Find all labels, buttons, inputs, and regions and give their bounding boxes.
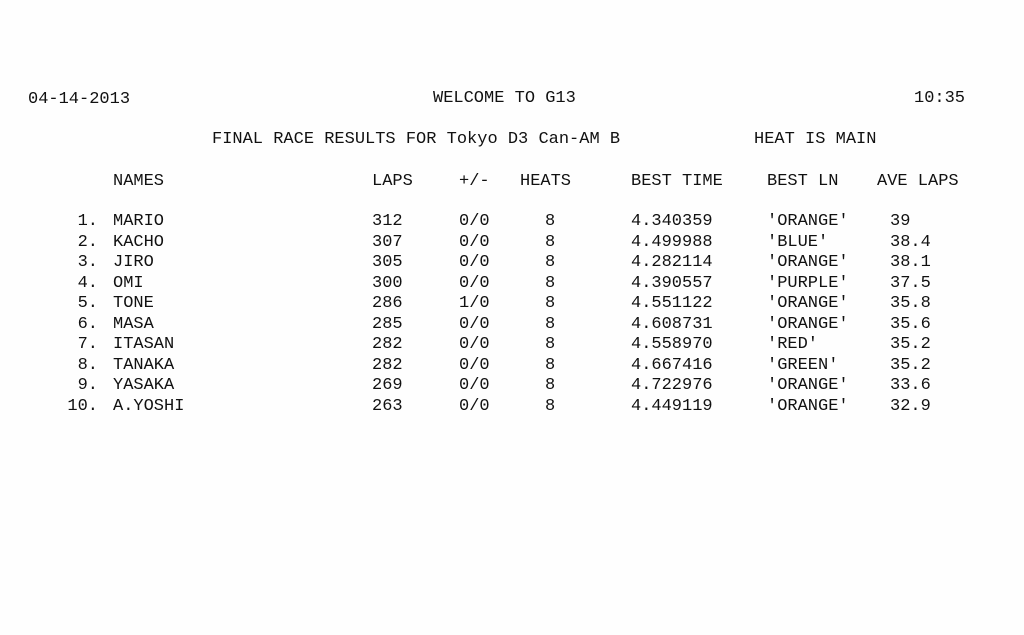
result-best-lane: 'GREEN' [767,355,839,375]
result-plus-minus: 0/0 [459,314,490,334]
result-best-time: 4.390557 [631,273,713,293]
result-name: JIRO [113,253,154,272]
result-heats: 8 [545,253,556,272]
result-laps: 305 [372,253,403,272]
result-plus-minus: 0/0 [459,232,490,252]
result-best-time: 4.608731 [631,314,713,334]
result-plus-minus: 0/0 [459,376,490,395]
race-time: 10:35 [914,89,966,108]
result-best-lane: 'ORANGE' [767,294,849,313]
result-heats: 8 [545,314,556,334]
result-position: 9. [77,376,98,395]
result-best-lane: 'ORANGE' [767,376,849,395]
result-plus-minus: 0/0 [459,355,490,375]
result-name: TONE [113,294,154,313]
result-position: 4. [77,273,98,293]
table-row [0,274,1024,295]
result-laps: 282 [372,335,403,354]
table-row [0,315,1024,336]
table-row [0,294,1024,315]
result-laps: 286 [372,294,403,313]
result-position: 6. [77,314,98,334]
result-position: 8. [77,355,98,375]
table-row [0,376,1024,397]
result-name: ITASAN [113,335,175,354]
table-row [0,212,1024,233]
result-ave-laps: 33.6 [890,376,931,395]
column-header-best-time: BEST TIME [631,172,723,191]
result-heats: 8 [545,355,556,375]
column-header-heats: HEATS [520,172,572,191]
result-heats: 8 [545,212,556,231]
result-name: A.YOSHI [113,396,185,416]
result-ave-laps: 35.2 [890,335,931,354]
result-name: TANAKA [113,355,175,375]
result-best-lane: 'ORANGE' [767,212,849,231]
result-best-lane: 'ORANGE' [767,314,849,334]
result-laps: 282 [372,355,403,375]
result-laps: 269 [372,376,403,395]
table-row [0,335,1024,356]
result-laps: 300 [372,273,403,293]
result-best-lane: 'ORANGE' [767,396,849,416]
result-heats: 8 [545,273,556,293]
result-best-time: 4.340359 [631,212,713,231]
result-name: YASAKA [113,376,175,395]
result-ave-laps: 35.6 [890,314,931,334]
column-header-names: NAMES [113,172,165,191]
result-plus-minus: 0/0 [459,273,490,293]
result-best-time: 4.551122 [631,294,713,313]
column-header-laps: LAPS [372,172,413,191]
result-heats: 8 [545,232,556,252]
result-name: OMI [113,273,144,293]
result-ave-laps: 38.4 [890,232,931,252]
result-laps: 285 [372,314,403,334]
result-heats: 8 [545,376,556,395]
result-best-lane: 'PURPLE' [767,273,849,293]
result-name: KACHO [113,232,165,252]
welcome-title: WELCOME TO G13 [433,89,576,108]
column-header-plus-minus: +/- [459,172,490,191]
result-ave-laps: 38.1 [890,253,931,272]
race-date: 04-14-2013 [28,90,131,109]
result-best-time: 4.282114 [631,253,713,272]
result-position: 1. [77,212,98,231]
result-plus-minus: 0/0 [459,212,490,231]
result-laps: 307 [372,232,403,252]
result-best-time: 4.499988 [631,232,713,252]
result-name: MARIO [113,212,165,231]
result-position: 2. [77,232,98,252]
result-best-time: 4.558970 [631,335,713,354]
result-best-lane: 'ORANGE' [767,253,849,272]
column-header-best-ln: BEST LN [767,172,839,191]
result-ave-laps: 32.9 [890,396,931,416]
result-ave-laps: 39 [890,212,911,231]
result-name: MASA [113,314,154,334]
result-plus-minus: 0/0 [459,335,490,354]
result-position: 10. [67,396,98,416]
result-ave-laps: 35.8 [890,294,931,313]
result-heats: 8 [545,335,556,354]
result-ave-laps: 37.5 [890,273,931,293]
result-position: 5. [77,294,98,313]
result-laps: 263 [372,396,403,416]
result-position: 3. [77,253,98,272]
result-heats: 8 [545,294,556,313]
result-laps: 312 [372,212,403,231]
result-ave-laps: 35.2 [890,355,931,375]
results-subtitle: FINAL RACE RESULTS FOR Tokyo D3 Can-AM B [212,130,621,149]
column-header-ave-laps: AVE LAPS [877,172,959,191]
heat-label: HEAT IS MAIN [754,130,877,149]
result-best-time: 4.667416 [631,355,713,375]
results-table [0,212,1024,417]
table-row [0,253,1024,274]
table-row [0,233,1024,254]
table-row [0,356,1024,377]
result-best-lane: 'RED' [767,335,819,354]
table-row [0,397,1024,418]
result-plus-minus: 0/0 [459,253,490,272]
result-heats: 8 [545,396,556,416]
result-best-time: 4.722976 [631,376,713,395]
result-plus-minus: 1/0 [459,294,490,313]
result-position: 7. [77,335,98,354]
result-plus-minus: 0/0 [459,396,490,416]
result-best-time: 4.449119 [631,396,713,416]
result-best-lane: 'BLUE' [767,232,829,252]
